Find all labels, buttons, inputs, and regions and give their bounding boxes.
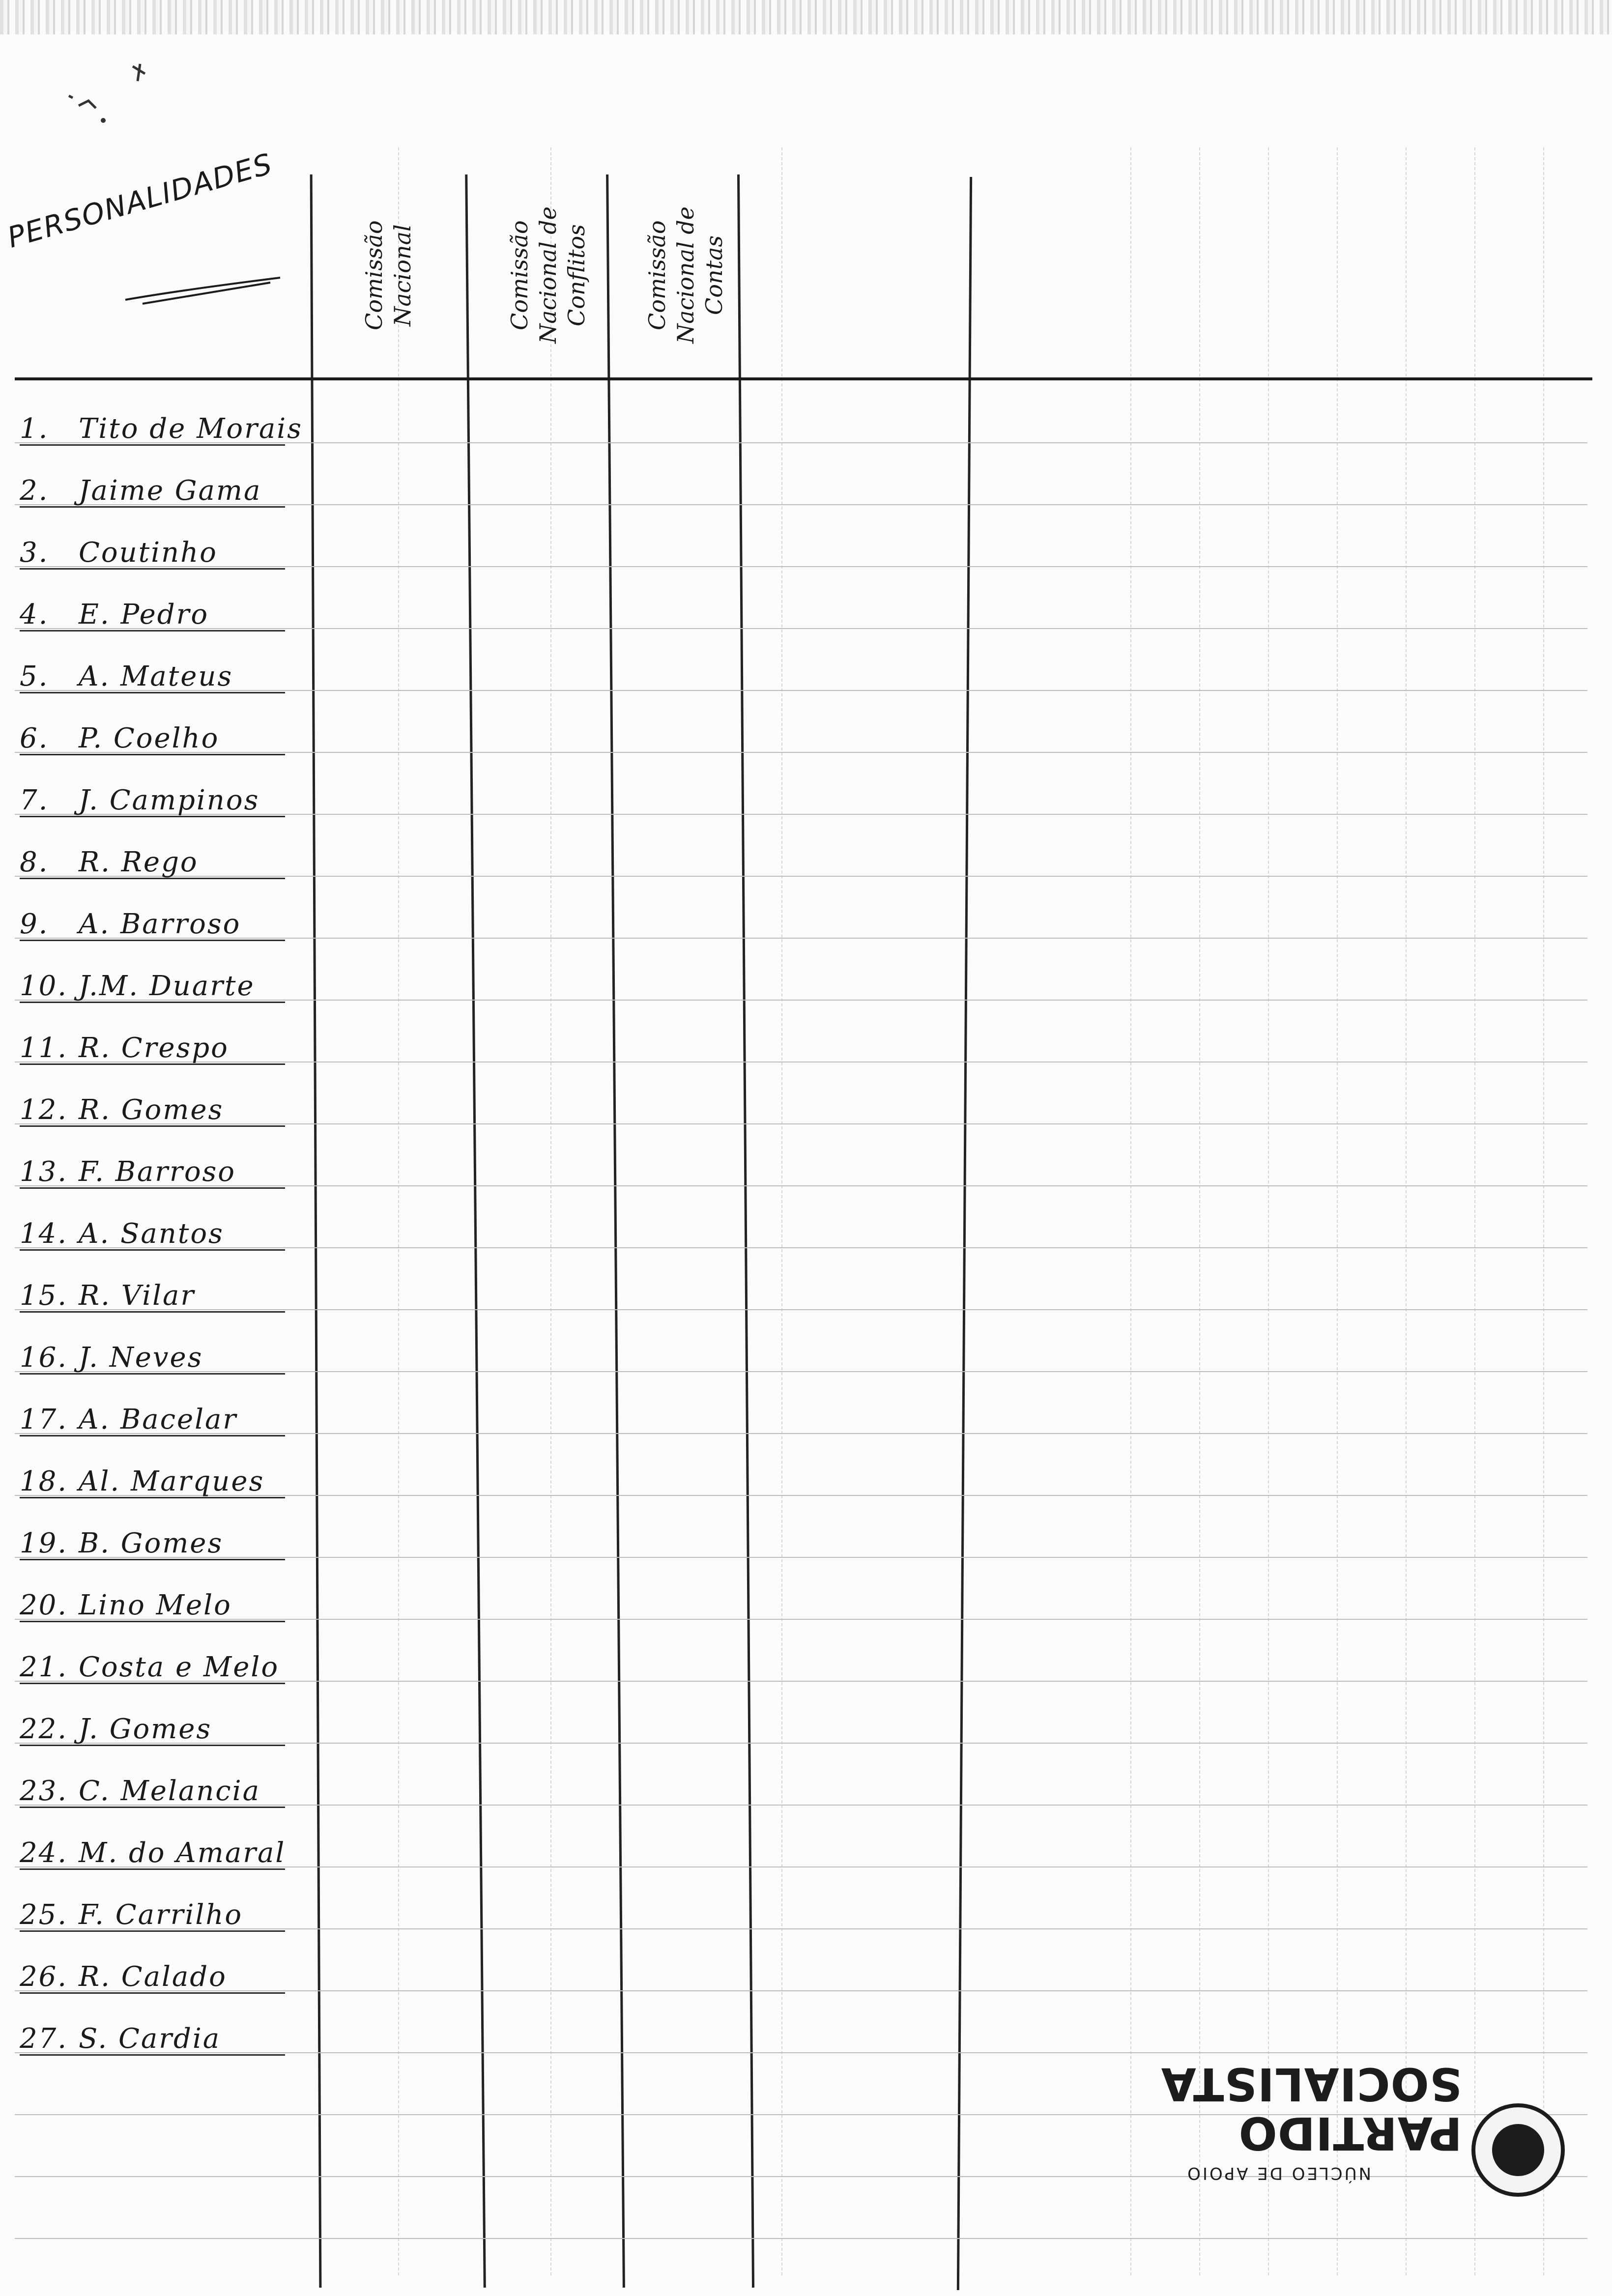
list-item-name: A. Bacelar — [79, 1404, 238, 1435]
list-item-number: 26. — [20, 1961, 68, 1993]
list-item-number: 24. — [20, 1837, 68, 1869]
grid-line — [1406, 147, 1407, 2275]
list-item-name: R. Crespo — [79, 1032, 229, 1064]
name-underline — [20, 2054, 285, 2056]
list-item — [20, 412, 310, 446]
column-divider — [310, 174, 322, 2288]
stamp-unit: NÚCLEO DE APOIO — [1185, 2163, 1371, 2183]
name-underline — [20, 630, 285, 631]
grid-line — [398, 147, 399, 2275]
list-item — [20, 1464, 310, 1499]
list-item — [20, 845, 310, 880]
list-item-number: 10. — [20, 970, 68, 1002]
name-underline — [20, 1435, 285, 1436]
name-underline — [20, 1930, 285, 1932]
list-item — [20, 1031, 310, 1065]
list-item — [20, 536, 310, 570]
list-item-number: 21. — [20, 1651, 68, 1683]
list-item — [20, 474, 310, 508]
column-divider — [737, 174, 754, 2288]
name-underline — [20, 692, 285, 693]
name-underline — [20, 1187, 285, 1189]
list-item-number: 15. — [20, 1280, 68, 1312]
list-item-number: 27. — [20, 2023, 68, 2055]
list-item-number: 1. — [20, 413, 49, 445]
column-divider — [465, 174, 486, 2288]
list-item-number: 25. — [20, 1899, 68, 1931]
party-stamp — [1022, 2058, 1568, 2197]
list-item-name: C. Melancia — [79, 1775, 260, 1807]
grid-line — [781, 147, 782, 2275]
list-item-name: J.M. Duarte — [79, 970, 255, 1002]
list-item — [20, 1960, 310, 1994]
column-header-comissao-conflitos: Comissão Nacional de Conflitos — [506, 206, 590, 344]
list-item-number: 8. — [20, 846, 49, 878]
name-underline — [20, 1249, 285, 1251]
list-item-name: R. Gomes — [79, 1094, 224, 1126]
list-item-name: Jaime Gama — [79, 475, 262, 507]
name-underline — [20, 940, 285, 941]
list-item — [20, 721, 310, 756]
name-underline — [20, 1868, 285, 1870]
list-item — [20, 660, 310, 694]
list-item — [20, 1588, 310, 1623]
stamp-party-name: PARTIDO SOCIALISTA — [1160, 2058, 1462, 2159]
list-item-number: 22. — [20, 1713, 68, 1745]
name-underline — [20, 1373, 285, 1375]
list-item-name: B. Gomes — [79, 1527, 224, 1559]
list-item-name: A. Barroso — [79, 908, 241, 940]
list-item — [20, 907, 310, 942]
list-item-name: R. Rego — [79, 846, 199, 878]
list-item-name: Lino Melo — [79, 1589, 232, 1621]
grid-line — [1130, 147, 1131, 2275]
name-underline — [20, 754, 285, 755]
list-item-number: 5. — [20, 660, 49, 692]
name-underline — [20, 444, 285, 446]
column-header-comissao-contas: Comissão Nacional de Contas — [644, 206, 727, 344]
grid-line — [1337, 147, 1338, 2275]
section-heading: PERSONALIDADES — [3, 146, 277, 255]
list-item — [20, 1217, 310, 1251]
name-underline — [20, 1683, 285, 1684]
list-item-number: 2. — [20, 475, 49, 507]
list-item — [20, 1341, 310, 1375]
list-item — [20, 2022, 310, 2056]
list-item-name: S. Cardia — [79, 2023, 221, 2055]
list-item — [20, 1650, 310, 1685]
list-item — [20, 1774, 310, 1808]
header-rule — [15, 377, 1592, 380]
name-underline — [20, 1992, 285, 1994]
name-underline — [20, 1559, 285, 1560]
name-underline — [20, 816, 285, 817]
grid-line — [550, 147, 551, 2275]
name-underline — [20, 878, 285, 879]
name-underline — [20, 1002, 285, 1003]
scan-speck-mark — [59, 47, 167, 130]
list-item-name: F. Barroso — [79, 1156, 236, 1188]
list-item-name: J. Campinos — [79, 784, 260, 816]
grid-line — [1474, 147, 1475, 2275]
list-item-number: 19. — [20, 1527, 68, 1559]
column-header-comissao-nacional: Comissão Nacional — [361, 220, 416, 330]
column-divider — [957, 177, 972, 2290]
heading-underline — [123, 275, 285, 305]
list-item — [20, 598, 310, 632]
list-item — [20, 1898, 310, 1932]
party-logo-icon — [1471, 2103, 1565, 2197]
name-underline — [20, 1745, 285, 1746]
column-divider — [606, 174, 625, 2288]
list-item — [20, 1279, 310, 1313]
list-item-name: R. Vilar — [79, 1280, 196, 1312]
list-item-name: Costa e Melo — [79, 1651, 280, 1683]
list-item-name: Tito de Morais — [79, 413, 303, 445]
list-item-number: 9. — [20, 908, 49, 940]
grid-line — [1268, 147, 1269, 2275]
list-item — [20, 783, 310, 818]
list-item — [20, 969, 310, 1004]
list-item-name: A. Santos — [79, 1218, 224, 1250]
list-item-number: 7. — [20, 784, 49, 816]
list-item-name: M. do Amaral — [79, 1837, 286, 1869]
list-item-name: E. Pedro — [79, 599, 209, 631]
list-item-name: P. Coelho — [79, 722, 220, 754]
list-item-name: R. Calado — [79, 1961, 227, 1993]
list-item-number: 4. — [20, 599, 49, 631]
list-item — [20, 1836, 310, 1870]
list-item-name: Al. Marques — [79, 1465, 265, 1497]
name-underline — [20, 1807, 285, 1808]
list-item-number: 16. — [20, 1342, 68, 1374]
list-item-name: F. Carrilho — [79, 1899, 243, 1931]
name-underline — [20, 506, 285, 508]
name-underline — [20, 1063, 285, 1065]
grid-line — [1543, 147, 1544, 2275]
list-item-number: 6. — [20, 722, 49, 754]
list-item-name: Coutinho — [79, 537, 218, 569]
list-item — [20, 1093, 310, 1127]
list-item-number: 3. — [20, 537, 49, 569]
list-item — [20, 1403, 310, 1437]
list-item-name: J. Neves — [79, 1342, 203, 1374]
list-item — [20, 1526, 310, 1561]
list-item-name: J. Gomes — [79, 1713, 212, 1745]
grid-line — [1199, 147, 1200, 2275]
row-rule — [15, 2238, 1587, 2239]
list-item-name: A. Mateus — [79, 660, 233, 692]
list-item-number: 14. — [20, 1218, 68, 1250]
list-item-number: 12. — [20, 1094, 68, 1126]
name-underline — [20, 1311, 285, 1313]
scan-noise-edge — [0, 0, 1612, 34]
list-item-number: 13. — [20, 1156, 68, 1188]
name-underline — [20, 1125, 285, 1127]
list-item-number: 17. — [20, 1404, 68, 1435]
list-item-number: 18. — [20, 1465, 68, 1497]
list-item — [20, 1712, 310, 1747]
list-item-number: 11. — [20, 1032, 68, 1064]
list-item — [20, 1155, 310, 1189]
name-underline — [20, 568, 285, 570]
name-underline — [20, 1497, 285, 1498]
list-item-number: 20. — [20, 1589, 68, 1621]
name-underline — [20, 1621, 285, 1622]
list-item-number: 23. — [20, 1775, 68, 1807]
